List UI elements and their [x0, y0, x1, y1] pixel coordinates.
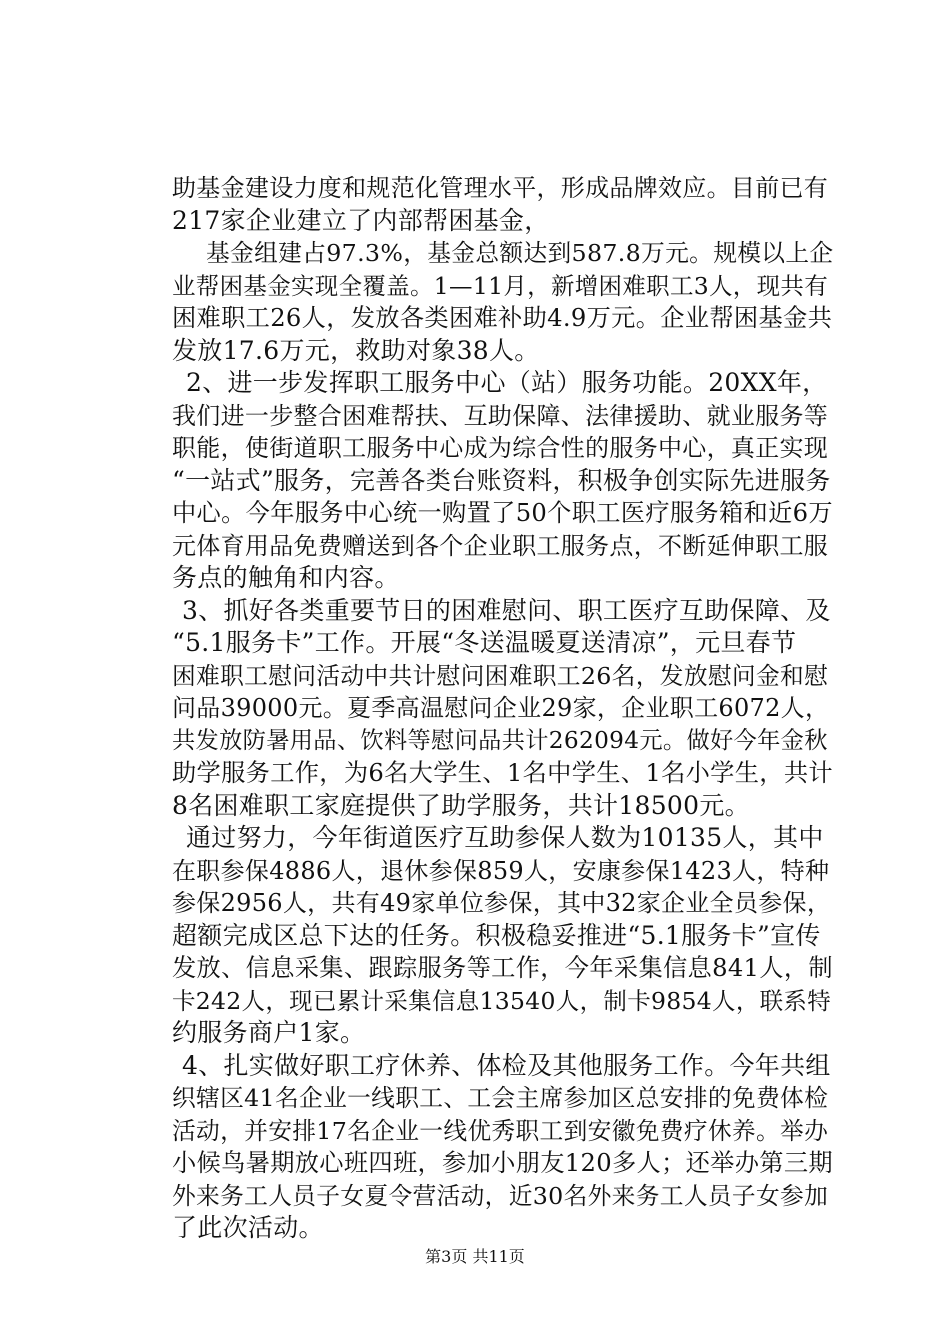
text-line: 3、抓好各类重要节日的困难慰问、职工医疗互助保障、及	[182, 595, 831, 625]
text-line: 小候鸟暑期放心班四班，参加小朋友120多人；还举办第三期	[172, 1148, 833, 1177]
text-line: 职能，使街道职工服务中心成为综合性的服务中心，真正实现	[172, 434, 829, 462]
text-line: 助基金建设力度和规范化管理水平，形成品牌效应。目前已有	[172, 174, 829, 202]
text-line: 织辖区41名企业一线职工、工会主席参加区总安排的免费体检	[172, 1084, 829, 1112]
text-line: 约服务商户1家。	[172, 1018, 366, 1047]
text-line: 卡242人，现已累计采集信息13540人，制卡9854人，联系特	[172, 986, 832, 1015]
document-body	[172, 172, 832, 1245]
text-line: 外来务工人员子女夏令营活动，近30名外来务工人员子女参加	[172, 1181, 829, 1210]
text-line: 8名困难职工家庭提供了助学服务，共计18500元。	[172, 790, 750, 820]
text-line: 在职参保4886人，退休参保859人，安康参保1423人，特种	[172, 856, 830, 885]
text-line: 基金组建占97.3%，基金总额达到587.8万元。规模以上企	[206, 239, 834, 267]
text-line: 发放17.6万元，救助对象38人。	[172, 335, 540, 365]
text-line: 务点的触角和内容。	[172, 563, 400, 592]
text-line: 元体育用品免费赠送到各个企业职工服务点，不断延伸职工服	[172, 531, 829, 560]
text-line: “5.1服务卡”工作。开展“冬送温暖夏送清凉”，元旦春节	[172, 628, 797, 657]
text-line: 困难职工26人，发放各类困难补助4.9万元。企业帮困基金共	[172, 303, 833, 332]
text-line: 参保2956人，共有49家单位参保，其中32家企业全员参保，	[172, 889, 832, 917]
text-line: 共发放防暑用品、饮料等慰问品共计262094元。做好今年金秋	[172, 726, 828, 754]
text-line: 超额完成区总下达的任务。积极稳妥推进“5.1服务卡”宣传	[172, 920, 821, 950]
text-line: 了此次活动。	[172, 1213, 324, 1242]
page-footer: 第3页 共11页	[425, 1247, 525, 1266]
text-line: 2、进一步发挥职工服务中心（站）服务功能。20XX年，	[186, 368, 828, 397]
text-line: 发放、信息采集、跟踪服务等工作，今年采集信息841人，制	[172, 953, 833, 982]
text-line: 217家企业建立了内部帮困基金，	[172, 205, 550, 235]
text-line: 活动，并安排17名企业一线优秀职工到安徽免费疗休养。举办	[172, 1116, 829, 1145]
text-line: 中心。今年服务中心统一购置了50个职工医疗服务箱和近6万	[172, 498, 833, 527]
text-line: “一站式”服务，完善各类台账资料，积极争创实际先进服务	[172, 465, 831, 495]
text-line: 困难职工慰问活动中共计慰问困难职工26名，发放慰问金和慰	[172, 661, 829, 690]
text-line: 通过努力，今年街道医疗互助参保人数为10135人，其中	[186, 823, 824, 852]
text-line: 4、扎实做好职工疗休养、体检及其他服务工作。今年共组	[182, 1050, 831, 1080]
text-line: 业帮困基金实现全覆盖。1—11月，新增困难职工3人，现共有	[172, 271, 829, 300]
text-line: 问品39000元。夏季高温慰问企业29家，企业职工6072人，	[172, 694, 830, 722]
text-line: 我们进一步整合困难帮扶、互助保障、法律援助、就业服务等	[172, 401, 829, 430]
text-line: 助学服务工作，为6名大学生、1名中学生、1名小学生，共计	[172, 758, 833, 787]
